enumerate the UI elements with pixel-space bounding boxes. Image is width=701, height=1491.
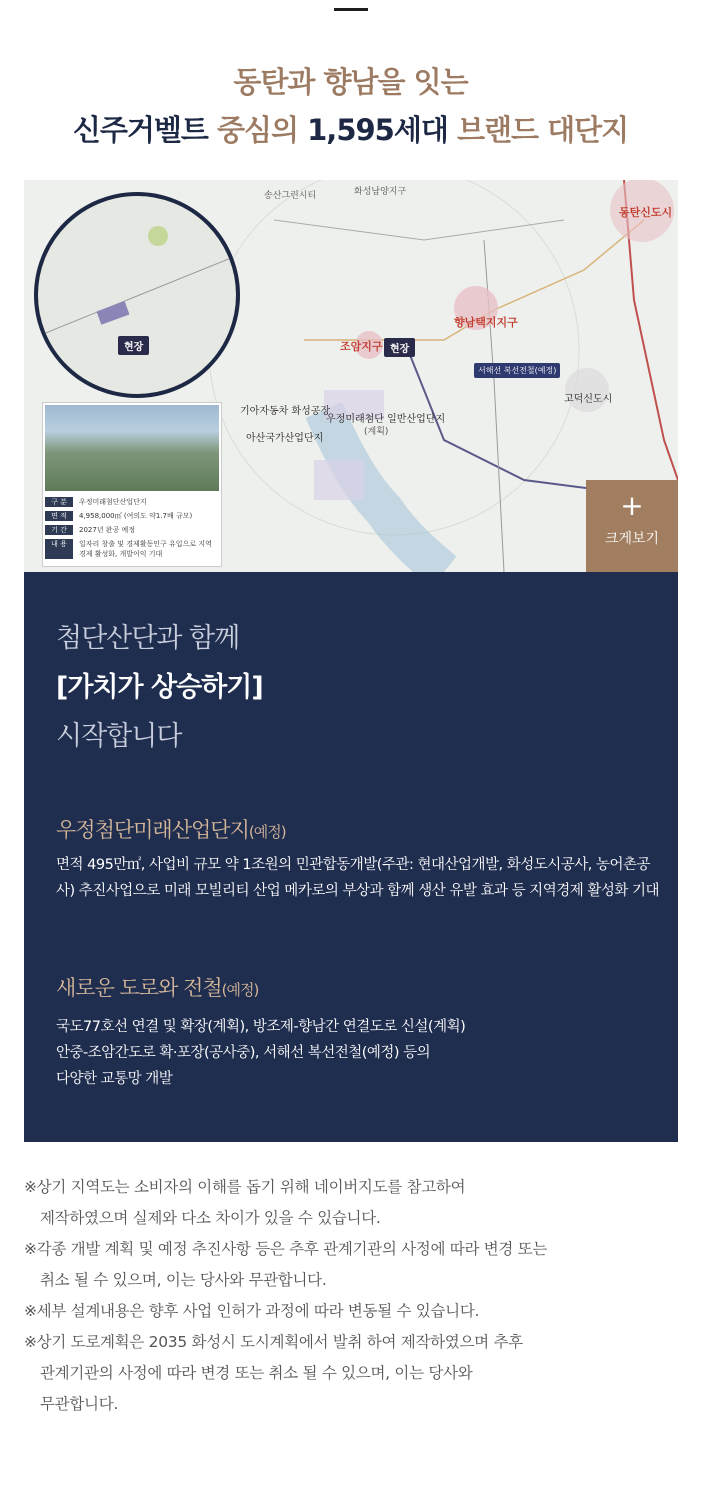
map-label-seohae: 서해선 복선전철(예정) — [474, 363, 560, 378]
panel-intro-2: [가치가 상승하기] — [56, 672, 263, 703]
enlarge-map-button[interactable] — [586, 480, 678, 572]
headline-gold-text-2: 브랜드 대단지 — [456, 113, 629, 147]
headline-gold-text: 중심의 — [216, 113, 308, 147]
industrial-complex-card — [42, 402, 222, 567]
note-3: ※세부 설계내용은 향후 사업 인허가 과정에 따라 변동될 수 있습니다. — [24, 1302, 480, 1320]
headline-line-2 — [0, 108, 701, 149]
section-2-body: 국도77호선 연결 및 확장(계획), 방조제-향남간 연결도로 신설(계획) 안중-조암간도로 확·포장(공사중), 서해선 복선전철(예정) 등의 다양한 교통망 개발 — [56, 1019, 466, 1087]
enlarge-label: 크게보기 — [604, 531, 660, 547]
inset-map — [34, 192, 240, 398]
note-2: ※각종 개발 계획 및 예정 추진사항 등은 추후 관계기관의 사정에 따라 변경 또는 취소 될 수 있으며, 이는 당사와 무관합니다. — [24, 1240, 548, 1289]
site-marker: 현장 — [384, 338, 415, 357]
headline-dark-text: 신주거벨트 — [72, 113, 217, 147]
inset-map-graphics — [38, 196, 236, 394]
map-label-songsan: 송산그린시티 — [264, 191, 317, 201]
map-label-ujeong: 우정미래첨단 일반산업단지 — [326, 414, 446, 425]
section-1-title: 우정첨단미래산업단지(예정) — [56, 818, 286, 842]
section-1-body: 면적 495만㎡, 사업비 규모 약 1조원의 민관합동개발(주관: 현대산업개발, 화성도시공사, 농어촌공사) 추진사업으로 미래 모빌리티 산업 메카로의 부상과 함께 생산 유발 효과 등 지역경제 활성화 기대 — [56, 857, 659, 899]
card-row-content: 내 용 일자리 창출 및 경제활동인구 유입으로 지역경제 활성화, 개발이익 기대 — [45, 539, 217, 559]
note-4: ※상기 도로계획은 2035 화성시 도시계획에서 발취 하여 제작하였으며 추후 관계기관의 사정에 따라 변경 또는 취소 될 수 있으며, 이는 당사와 무관합니다. — [24, 1333, 523, 1413]
map-label-asan: 아산국가산업단지 — [246, 433, 324, 444]
card-row-area: 면 적 4,958,000㎡ (여의도 약1.7배 규모) — [45, 511, 192, 521]
map-label-godeok: 고덕신도시 — [564, 394, 613, 405]
section-2-title: 새로운 도로와 전철(예정) — [56, 976, 259, 1000]
top-divider — [334, 8, 368, 11]
map-label-hyangnam: 향남택지지구 — [454, 316, 518, 329]
note-1: ※상기 지역도는 소비자의 이해를 돕기 위해 네이버지도를 참고하여 제작하였으며 실제와 다소 차이가 있을 수 있습니다. — [24, 1178, 466, 1227]
plus-icon: + — [620, 489, 644, 522]
panel-intro-3: 시작합니다 — [56, 721, 182, 752]
disclaimer-notes — [24, 1172, 684, 1420]
location-map — [24, 180, 678, 572]
map-label-namyang: 화성남양지구 — [354, 187, 407, 197]
info-panel — [24, 572, 678, 1142]
card-row-type: 구 분 우정미래첨단산업단지 — [45, 497, 147, 507]
map-label-kia: 기아자동차 화성공장 — [240, 406, 331, 417]
headline-number-text: 1,595세대 — [307, 113, 457, 147]
inset-site-marker: 현장 — [118, 336, 149, 355]
map-label-dongtan: 동탄신도시 — [619, 206, 673, 219]
industrial-complex-photo — [45, 405, 219, 491]
map-label-ujeong-plan: (계획) — [364, 427, 389, 437]
headline-line-1: 동탄과 향남을 잇는 — [233, 65, 468, 99]
card-row-period: 기 간 2027년 완공 예정 — [45, 525, 135, 535]
map-label-joam: 조암지구 — [340, 340, 383, 353]
panel-intro-1: 첨단산단과 함께 — [56, 623, 240, 654]
